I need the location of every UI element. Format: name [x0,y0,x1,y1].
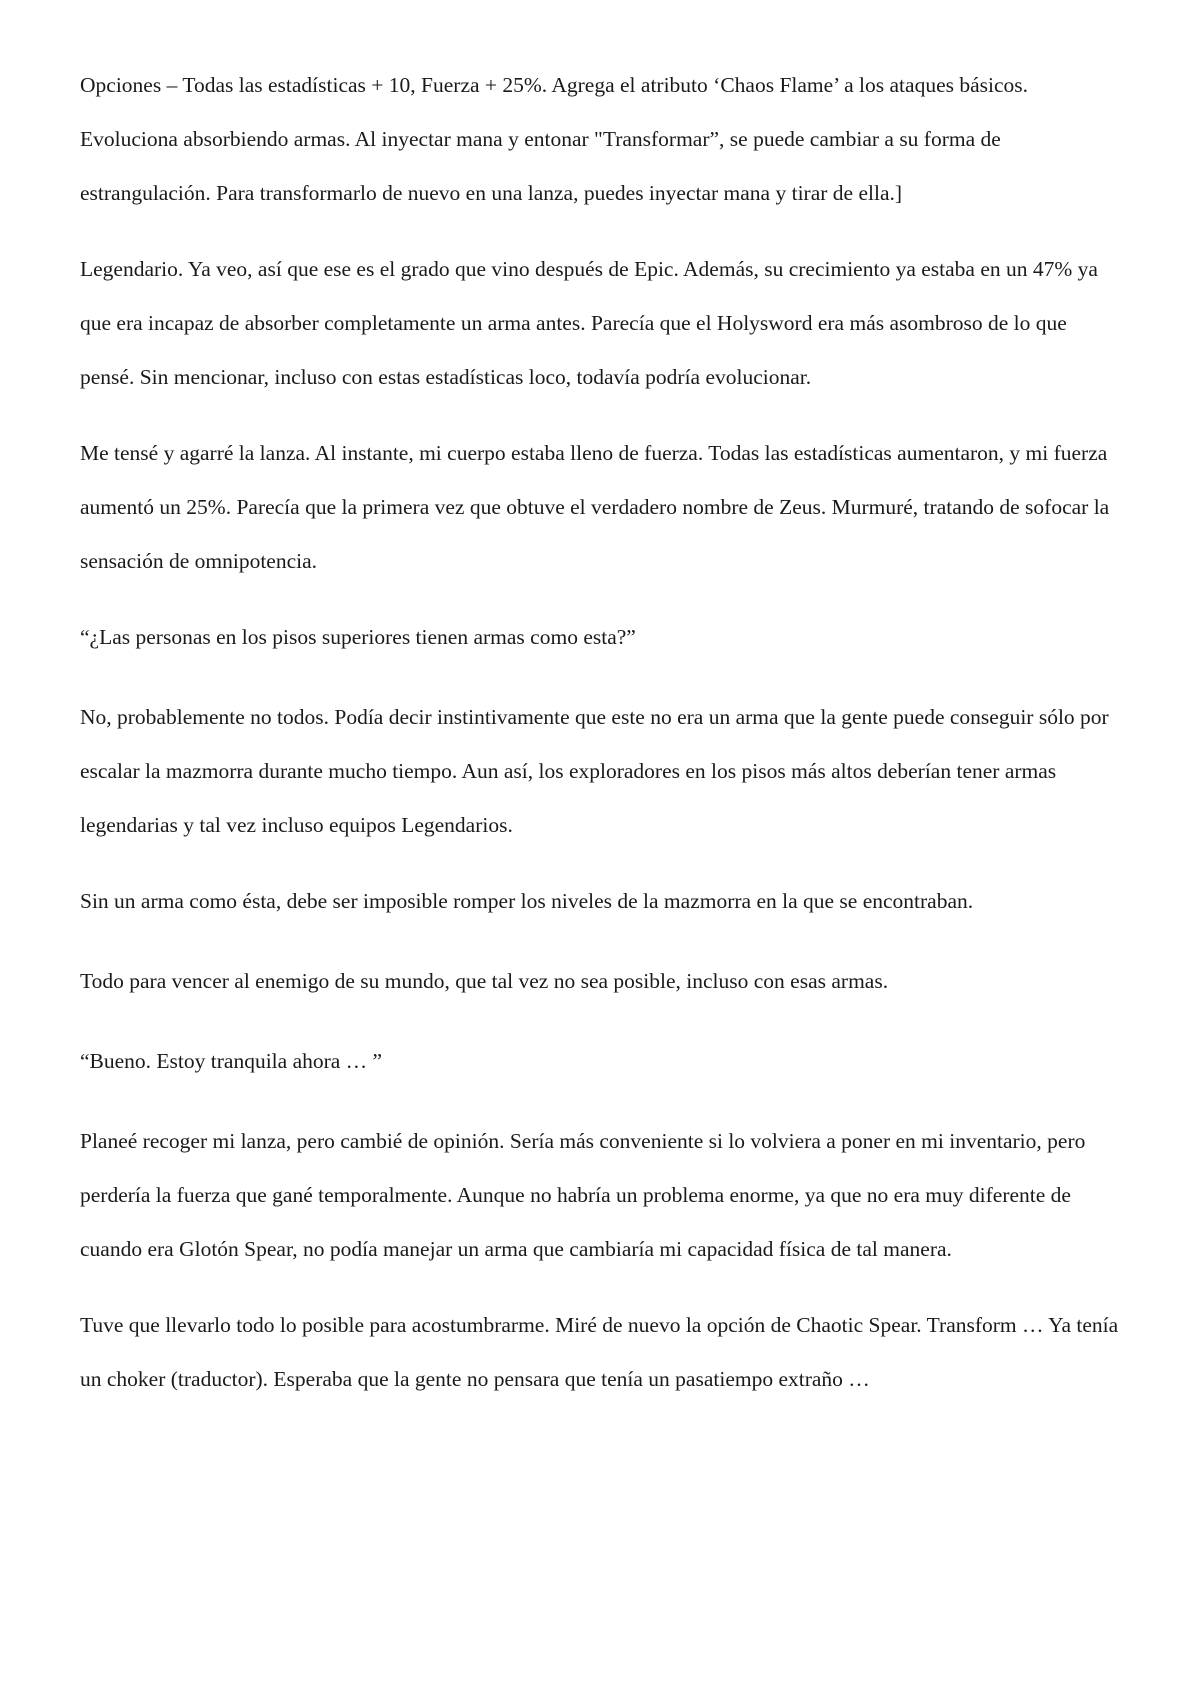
paragraph: Legendario. Ya veo, así que ese es el grado que vino después de Epic. Además, su crecimiento ya estaba en un 47% ya que era incapaz de absorber completamente un arma antes. Parecía que el Holysword era más asombroso de lo que pensé. Sin mencionar, incluso con estas estadísticas loco, todavía podría evolucionar. [80,257,1098,389]
paragraph: Sin un arma como ésta, debe ser imposible romper los niveles de la mazmorra en la que se encontraban. [80,889,974,913]
paragraph: “¿Las personas en los pisos superiores tienen armas como esta?” [80,625,636,649]
paragraph: Me tensé y agarré la lanza. Al instante, mi cuerpo estaba lleno de fuerza. Todas las estadísticas aumentaron, y mi fuerza aumentó un 25%. Parecía que la primera vez que obtuve el verdadero nombre de Zeus. Murmuré, tratando de sofocar la sensación de omnipotencia. [80,441,1110,573]
paragraph: No, probablemente no todos. Podía decir instintivamente que este no era un arma que la gente puede conseguir sólo por escalar la mazmorra durante mucho tiempo. Aun así, los exploradores en los pisos más altos deberían tener armas legendarias y tal vez incluso equipos Legendarios. [80,705,1109,837]
paragraph: “Bueno. Estoy tranquila ahora … ” [80,1049,383,1073]
paragraph: Planeé recoger mi lanza, pero cambié de opinión. Sería más conveniente si lo volviera a poner en mi inventario, pero perdería la fuerza que gané temporalmente. Aunque no habría un problema enorme, ya que no era muy diferente de cuando era Glotón Spear, no podía manejar un arma que cambiaría mi capacidad física de tal manera. [80,1129,1086,1261]
document-body [80,58,1125,1428]
paragraph: Opciones – Todas las estadísticas + 10, Fuerza + 25%. Agrega el atributo ‘Chaos Flame’ a los ataques básicos. Evoluciona absorbiendo armas. Al inyectar mana y entonar "Transformar”, se puede cambiar a su forma de estrangulación. Para transformarlo de nuevo en una lanza, puedes inyectar mana y tirar de ella.] [80,73,1029,205]
paragraph: Tuve que llevarlo todo lo posible para acostumbrarme. Miré de nuevo la opción de Chaotic Spear. Transform … Ya tenía un choker (traductor). Esperaba que la gente no pensara que tenía un pasatiempo extraño … [80,1313,1119,1391]
paragraph: Todo para vencer al enemigo de su mundo, que tal vez no sea posible, incluso con esas armas. [80,969,889,993]
